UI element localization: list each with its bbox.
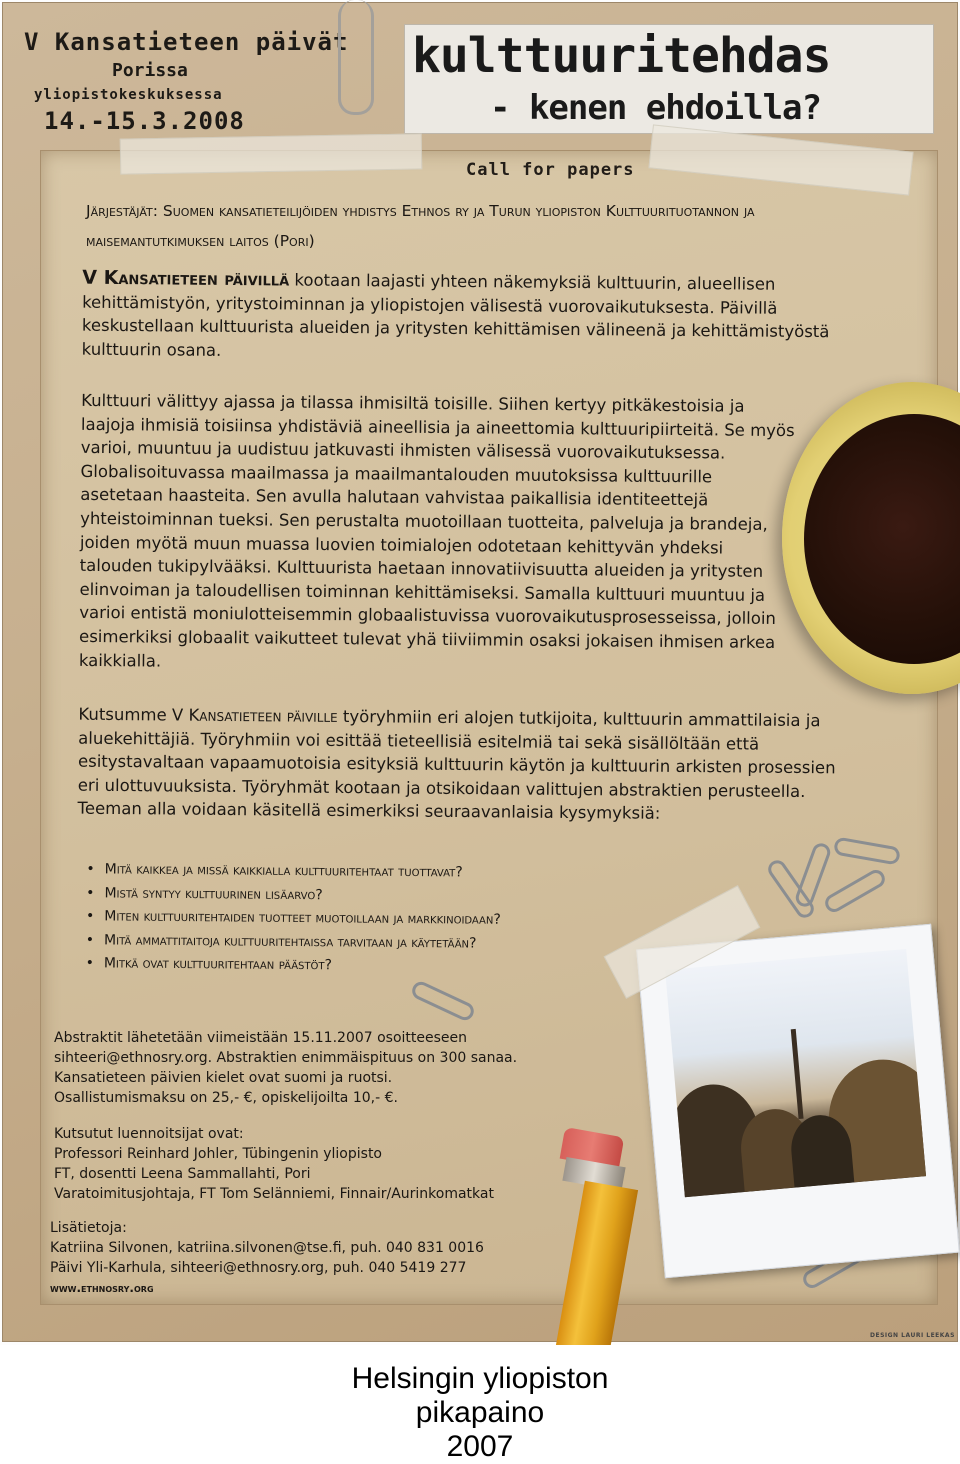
contact-line: Päivi Yli-Karhula, sihteeri@ethnosry.org, puh. 040 5419 277 [50,1260,467,1276]
contact-line: Katriina Silvonen, katriina.silvonen@tse.fi, puh. 040 831 0016 [50,1240,484,1256]
speakers-heading: Kutsutut luennoitsijat ovat: [54,1126,244,1142]
pencil-icon [562,1132,628,1345]
question-item: • Mistä syntyy kulttuurinen lisäarvo? [86,882,501,909]
design-credit: DESIGN LAURI LEEKAS [870,1332,955,1339]
poster-subtitle: - kenen ehdoilla? [490,88,821,128]
paragraph-intro [82,267,843,368]
paperclip-icon [338,0,374,115]
organizers: Järjestäjät: Suomen kansatieteilijöiden yhdistys Ethnos ry ja Turun yliopiston Kulttuurituotannon ja maisemantutkimuksen laitos (Pori) [86,202,755,250]
intro-body: kootaan laajasti yhteen näkemyksiä kulttuurin, alueellisen kehittämistyön, yritystoiminnan ja yliopistojen välisestä vuorovaikutuksesta. Päivillä keskustellaan kulttuurista alueiden ja yritysten kehittämisen välineenä ja kehittämistyöstä kulttuurin osana. [81,270,830,360]
question-item: • Mitkä ovat kulttuuritehtaan päästöt? [85,952,500,979]
event-dates: 14.-15.3.2008 [44,107,245,135]
coffee-icon [804,414,960,664]
speaker-line: FT, dosentti Leena Sammallahti, Pori [54,1166,311,1182]
abstract-line: Kansatieteen päivien kielet ovat suomi ja ruotsi. [54,1070,393,1086]
website-link[interactable]: www.ethnosry.org [50,1281,154,1295]
invitation-pre: Kutsumme [78,704,173,725]
polaroid-photo [636,924,960,1279]
intro-lead: V Kansatieteen päivillä [82,266,290,291]
paragraph-invitation [77,703,838,828]
abstract-line: Abstraktit lähetetään viimeistään 15.11.2007 osoitteeseen [54,1030,468,1046]
footer-line: pikapaino [415,1396,545,1429]
speakers [54,1124,614,1204]
invitation-lead: V Kansatieteen päiville [171,705,338,726]
footer-line: 2007 [446,1430,514,1463]
tape-strip [120,133,423,174]
question-list [85,858,501,979]
pencil-body [552,1181,638,1345]
question-item: • Miten kulttuuritehtaiden tuotteet muotoillaan ja markkinoidaan? [86,905,501,932]
event-header [24,28,348,135]
event-place: Porissa [112,60,188,81]
abstract-line: Osallistumismaksu on 25,- €, opiskelijoilta 10,- €. [54,1090,398,1106]
poster-title: kulttuuritehdas [412,28,831,84]
paragraph-culture: Kulttuuri välittyy ajassa ja tilassa ihmisiltä toisille. Siihen kertyy pitkäkestoisia ja laajoja ihmisiä toisiinsa yhdistäviä aineellisia ja aineettomia kulttuuripiirteitä. Se myös varioi, muuntuu ja uudistuu jatkuvasti ihmisten välisessä vuorovaikutuksessa. Globalisoituvassa maailmassa ja maailmantalouden muutoksissa kulttuurille asetetaan haasteita. Sen avulla halutaan vahvistaa paikallisia identiteettejä yhteistoiminnan tueksi. Sen perustalta muotoillaan tuotteita, palveluja ja brandeja, joiden myötä muun muassa luovien toimialojen odotetaan kehittyvän yhdeksi talouden tukipylvääksi. Kulttuurista haetaan innovatiivisuutta alueiden ja yritysten elinvoiman ja taloudellisen toiminnan kehittämiseksi. Samalla kulttuuri muuntuu ja varioi entistä moniulotteisemmin globaalistuvissa vuorovaikutusprosesseissa, jolloin esimerkiksi globaalit vaikutteet tulevat yhä tiiviimmin osaksi jokaisen ihmisen arkea kaikkialla. [78,390,795,671]
question-item: • Mitä kaikkea ja missä kaikkialla kulttuuritehtaat tuottavat? [86,858,501,885]
chimney-icon [791,1029,804,1119]
call-for-papers: Call for papers [466,160,635,180]
event-venue: yliopistokeskuksessa [34,87,223,103]
abstract-info [54,1028,614,1108]
info-heading: Lisätietoja: [50,1220,127,1236]
contact-info [50,1218,610,1298]
footer-line: Helsingin yliopiston [351,1362,609,1395]
landscape-photo [665,949,926,1197]
print-credit [0,1362,960,1464]
speaker-line: Varatoimitusjohtaja, FT Tom Selänniemi, Finnair/Aurinkomatkat [54,1186,494,1202]
speaker-line: Professori Reinhard Johler, Tübingenin yliopisto [54,1146,382,1162]
event-name: V Kansatieteen päivät [24,28,349,56]
invitation-body: työryhmiin eri alojen tutkijoita, kulttuurin ammattilaisia ja aluekehittäjiä. Työryhmiin voi esittää tieteellisiä esitelmiä tai sekä sisällöltään että esitystavaltaan vapaamuotoisia esityksiä kulttuurin käytön ja kulttuurin arkisten prosessien eri ulottuvuuksista. Työryhmät kootaan ja otsikoidaan valittujen abstraktien perusteella. Teeman alla voidaan käsitellä esimerkiksi seuraavanlaisia kysymyksiä: [77,706,836,824]
question-item: • Mitä ammattitaitoja kulttuuritehtaissa tarvitaan ja käytetään? [86,929,501,956]
abstract-line: sihteeri@ethnosry.org. Abstraktien enimmäispituus on 300 sanaa. [54,1050,518,1066]
